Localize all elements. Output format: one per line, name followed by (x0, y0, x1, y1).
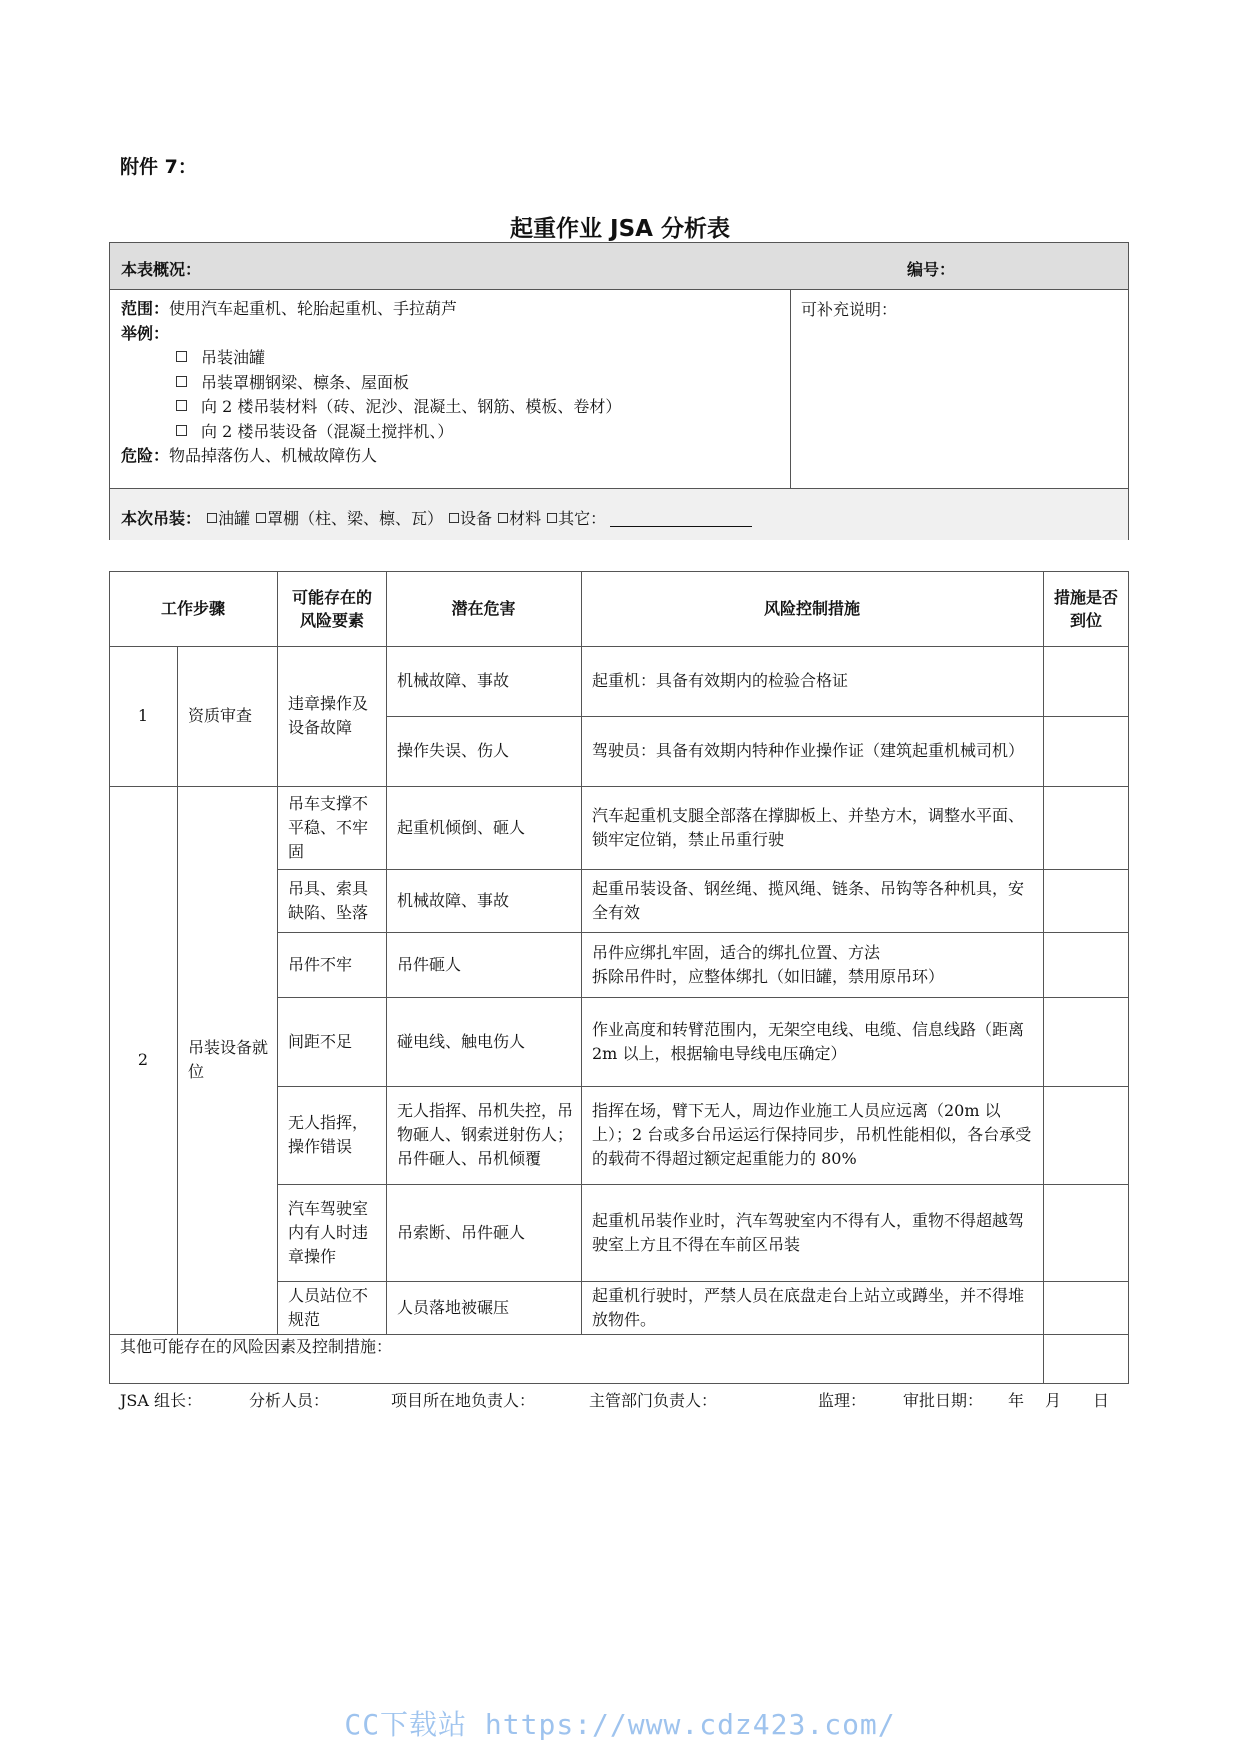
lift-option: 设备 (460, 509, 493, 528)
lift-option: 材料 (509, 509, 542, 528)
example-item (121, 395, 790, 420)
hazard-text: 物品掉落伤人、机械故障伤人 (169, 446, 378, 465)
hazard-cell: 无人指挥、吊机失控，吊物砸人、钢索迸射伤人；吊件砸人、吊机倾覆 (397, 1101, 574, 1168)
watermark: CC下载站 https://www.cdz423.com/ (344, 1708, 896, 1741)
step-name: 吊装设备就位 (188, 1038, 269, 1081)
risk-element-cell: 违章操作及设备故障 (288, 694, 369, 737)
control-cell: 起重吊装设备、钢丝绳、揽风绳、链条、吊钩等各种机具，安全有效 (592, 878, 1025, 922)
hazard-cell: 起重机倾倒、砸人 (397, 817, 526, 837)
checkbox-icon (176, 400, 187, 411)
signature-dept-lead: 主管部门负责人： (589, 1391, 718, 1410)
hazard-cell: 人员落地被碾压 (397, 1297, 510, 1317)
checkbox-icon (176, 376, 187, 387)
header-risk-elements: 可能存在的风险要素 (291, 587, 372, 630)
example-item (121, 346, 790, 371)
overview-scope (110, 290, 791, 488)
lift-type-row (110, 488, 1128, 540)
hazard-cell: 机械故障、事故 (397, 671, 510, 690)
page-title: 起重作业 JSA 分析表 (510, 216, 730, 242)
lift-option: 罩棚（柱、梁、檩、瓦） (267, 509, 444, 528)
control-cell: 作业高度和转臂范围内，无架空电线、电缆、信息线路（距离 2m 以上，根据输电导线电压确定） (592, 1019, 1025, 1063)
control-cell: 指挥在场，臂下无人，周边作业施工人员应远离（20m 以上）；2 台或多台吊运运行保持同步，吊机性能相似，各台承受的载荷不得超过额定起重能力的 80% (592, 1101, 1032, 1168)
control-cell: 汽车起重机支腿全部落在撑脚板上、并垫方木，调整水平面、锁牢定位销，禁止吊重行驶 (592, 805, 1025, 849)
risk-element-cell: 吊件不牢 (288, 954, 353, 974)
other-risks-label: 其他可能存在的风险因素及控制措施： (120, 1337, 393, 1356)
risk-element-cell: 吊车支撑不平稳、不牢固 (288, 793, 369, 861)
checkbox-icon (176, 351, 187, 362)
control-cell: 起重机吊装作业时，汽车驾驶室内不得有人，重物不得超越驾驶室上方且不得在车前区吊装 (592, 1210, 1025, 1254)
risk-element-cell: 间距不足 (288, 1031, 353, 1051)
checkbox-icon (547, 513, 557, 523)
overview-label: 本表概况： (121, 260, 202, 279)
risk-element-cell: 人员站位不规范 (288, 1285, 369, 1329)
example-text: 吊装罩棚钢梁、檩条、屋面板 (201, 372, 410, 392)
hazard-label: 危险： (121, 446, 170, 465)
header-in-place: 措施是否到位 (1053, 587, 1118, 630)
example-item (121, 371, 790, 396)
checkbox-icon (449, 513, 459, 523)
signature-site-lead: 项目所在地负责人： (391, 1391, 536, 1410)
risk-element-cell: 无人指挥，操作错误 (288, 1113, 369, 1156)
date-day: 日 (1093, 1391, 1110, 1410)
serial-number-label: 编号： (907, 260, 956, 279)
control-cell: 起重机行驶时，严禁人员在底盘走台上站立或蹲坐，并不得堆放物件。 (592, 1285, 1025, 1329)
attachment-label: 附件 7： (120, 156, 197, 178)
signature-supervisor: 监理： (818, 1391, 867, 1410)
checkbox-icon (498, 513, 508, 523)
signature-jsa-leader: JSA 组长： (120, 1391, 203, 1410)
hazard-cell: 操作失误、伤人 (397, 741, 510, 760)
hazard-cell: 机械故障、事故 (397, 890, 510, 910)
step-name: 资质审查 (188, 706, 253, 725)
example-item (121, 420, 790, 445)
step-number: 2 (137, 1050, 149, 1069)
example-text: 向 2 楼吊装材料（砖、泥沙、混凝土、钢筋、模板、卷材） (201, 397, 622, 416)
supplement-area (791, 290, 1128, 488)
other-blank-line (610, 510, 752, 527)
hazard-cell: 吊索断、吊件砸人 (397, 1222, 526, 1242)
control-cell: 吊件应绑扎牢固，适合的绑扎位置、方法 拆除吊件时，应整体绑扎（如旧罐，禁用原吊环） (592, 942, 945, 986)
example-text: 向 2 楼吊装设备（混凝土搅拌机、） (201, 421, 454, 441)
risk-element-cell: 汽车驾驶室内有人时违章操作 (288, 1198, 369, 1266)
header-steps: 工作步骤 (160, 599, 225, 618)
checkbox-icon (207, 513, 217, 523)
lift-option: 油罐 (218, 509, 251, 528)
lift-option: 其它： (558, 509, 607, 528)
date-year: 年 (1008, 1391, 1025, 1410)
hazard-cell: 碰电线、触电伤人 (397, 1031, 526, 1051)
risk-element-cell: 吊具、索具缺陷、坠落 (288, 878, 369, 922)
scope-text: 使用汽车起重机、轮胎起重机、手拉葫芦 (169, 299, 458, 318)
date-month: 月 (1045, 1391, 1062, 1410)
overview-box (109, 242, 1129, 540)
step-number: 1 (137, 706, 149, 725)
header-controls: 风险控制措施 (763, 599, 860, 618)
lift-label: 本次吊装： (121, 509, 202, 528)
supplement-label: 可补充说明： (801, 300, 898, 319)
hazard-cell: 吊件砸人 (397, 954, 462, 974)
example-text: 吊装油罐 (201, 348, 266, 367)
header-hazards: 潜在危害 (451, 599, 516, 618)
checkbox-icon (256, 513, 266, 523)
control-cell: 驾驶员：具备有效期内特种作业操作证（建筑起重机械司机） (592, 741, 1025, 760)
examples-label: 举例： (121, 323, 170, 343)
signature-analyst: 分析人员： (249, 1391, 330, 1410)
jsa-table (109, 571, 1129, 1385)
overview-header (110, 243, 1128, 290)
checkbox-icon (176, 425, 187, 436)
scope-label: 范围： (121, 299, 170, 318)
control-cell: 起重机：具备有效期内的检验合格证 (592, 671, 849, 690)
approval-date-label: 审批日期： (903, 1391, 984, 1410)
